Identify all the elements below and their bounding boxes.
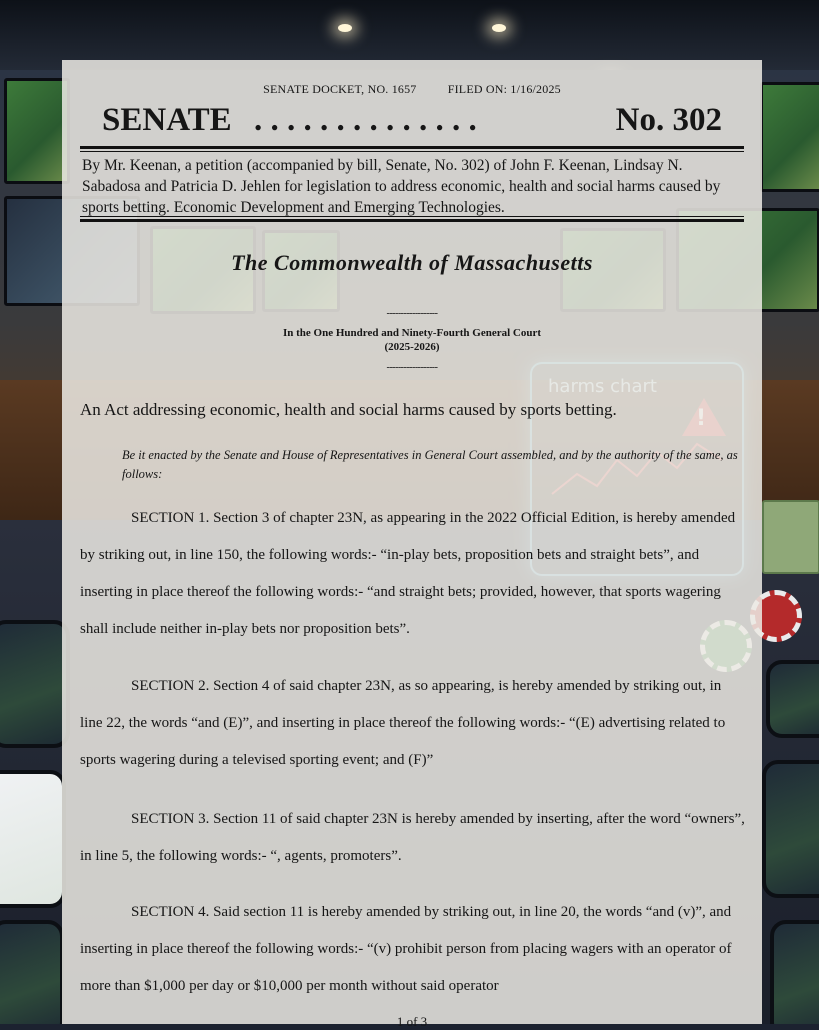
bill-number: No. 302 (615, 102, 722, 138)
court-session: In the One Hundred and Ninety-Fourth General Court (282, 327, 541, 339)
page-number: 1 of 3 (396, 1014, 428, 1029)
section-3: SECTION 3. Section 11 of said chapter 23N is hereby amended by inserting, after the word “owners”, in line 5, the following words:- “, agents, promoters”. (80, 811, 745, 864)
phone-device (762, 760, 819, 898)
tv-screen (4, 78, 70, 184)
divider (80, 151, 744, 152)
enacting-text: Be it enacted by the Senate and House of Representatives in General Court assembled, and by the authority of the same, as follows: (122, 448, 738, 481)
section-4: SECTION 4. Said section 11 is hereby amended by striking out, in line 20, the words “and (v)”, and inserting in place thereof the following words:- “(v) prohibit person from placing wagers with an operator of more than $1,000 per day or $10,000 per month without said operator (80, 904, 732, 994)
act-title: An Act addressing economic, health and social harms caused by sports betting. (80, 400, 617, 419)
phone-device (0, 920, 64, 1024)
ceiling-light (338, 24, 352, 32)
phone-device (770, 920, 819, 1024)
filed-date: FILED ON: 1/16/2025 (447, 82, 561, 96)
phone-device (0, 770, 66, 908)
section-1: SECTION 1. Section 3 of chapter 23N, as appearing in the 2022 Official Edition, is hereby amended by striking out, in line 150, the following words:- “in-play bets, proposition bets and straight bets”, and inserting in place thereof the following words:- “and straight bets; provided, however, that sports wagering shall include neither in-play bets nor proposition bets”. (80, 510, 736, 637)
tv-screen (760, 82, 819, 192)
section-2: SECTION 2. Section 4 of said chapter 23N, as so appearing, is hereby amended by striking out, in line 22, the words “and (E)”, and inserting in place thereof the following words:- “(E) advertising related to sports wagering during a televised sporting event; and (F)” (80, 678, 726, 768)
divider (80, 216, 744, 217)
general-court (62, 326, 762, 354)
phone-device (766, 660, 819, 738)
bill-document (62, 60, 762, 1029)
enacting-clause (80, 446, 745, 484)
leader-dots: . . . . . . . . . . . . . . (254, 102, 477, 138)
divider (80, 146, 744, 149)
dash-rule: ------------------ (386, 362, 438, 373)
dash-rule: ------------------ (386, 308, 438, 319)
docket-line (62, 82, 762, 97)
cash-stack (762, 500, 819, 574)
divider (80, 219, 744, 222)
petition-text: By Mr. Keenan, a petition (accompanied by bill, Senate, No. 302) of John F. Keenan, Lindsay N. Sabadosa and Patricia D. Jehlen for legislation to address economic, health and social harms caused by sports betting. Economic Development and Emerging Technologies. (82, 157, 721, 216)
court-years: (2025-2026) (384, 341, 440, 353)
chamber-name: SENATE (102, 102, 232, 138)
senate-heading (102, 102, 722, 142)
docket-number: SENATE DOCKET, NO. 1657 (263, 82, 417, 96)
phone-device (0, 620, 70, 748)
commonwealth-title: The Commonwealth of Massachusetts (231, 250, 593, 275)
ceiling-light (492, 24, 506, 32)
